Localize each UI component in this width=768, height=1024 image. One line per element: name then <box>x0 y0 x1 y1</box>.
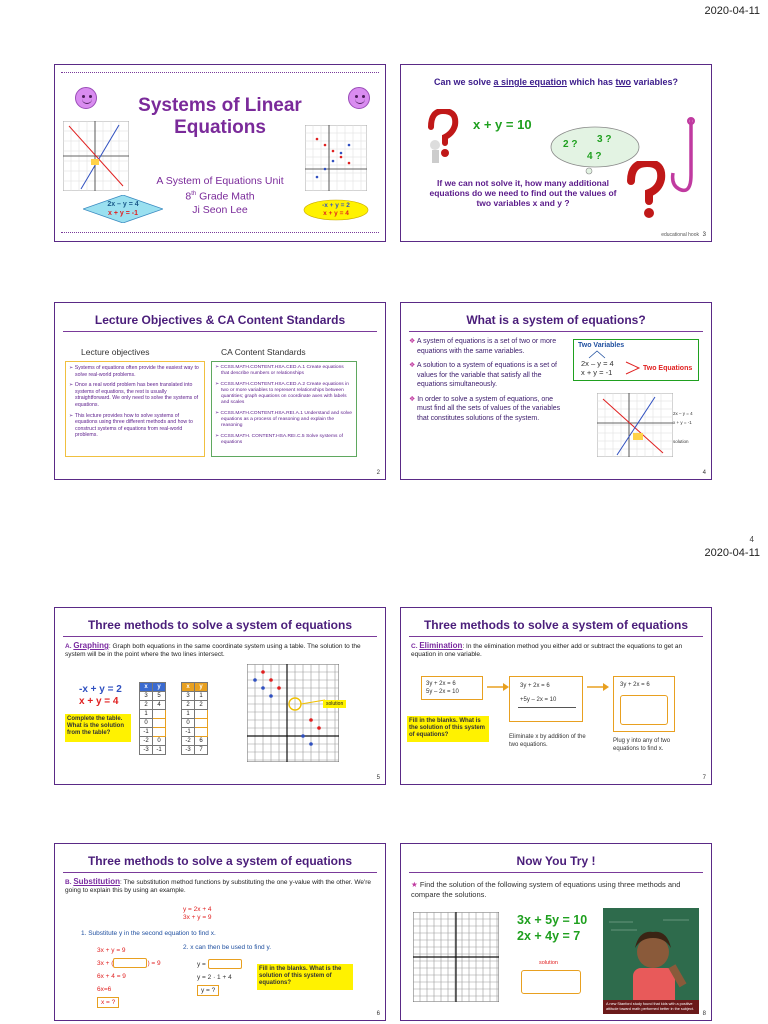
plotted-point <box>301 734 305 738</box>
title-rule <box>63 331 377 332</box>
slide-5-graphing <box>54 607 386 785</box>
solution-tag: solution <box>323 700 346 708</box>
graph-label-eq2: x + y = -1 <box>673 420 692 425</box>
plotted-point <box>277 686 281 690</box>
title-rule <box>409 331 703 332</box>
elim-box-2: 3y + 2x = 6 +5y – 2x = 10 <box>509 676 583 722</box>
table-cell: 1 <box>182 710 195 719</box>
objectives-heading: Lecture objectives <box>81 347 150 357</box>
table-cell: 0 <box>140 719 153 728</box>
practice-instruction: ★ Find the solution of the following system of equations using three methods and compare the solutions. <box>411 880 681 899</box>
method-description: C. Elimination: In the elimination method you either add or subtract the equations to get an equation in one variable. <box>411 641 683 658</box>
table-row <box>140 692 166 701</box>
table-row <box>182 728 208 737</box>
arrow-right-icon <box>587 682 609 692</box>
variables-bracket <box>587 349 617 359</box>
y-substitution-blank[interactable] <box>208 959 242 969</box>
table-cell: 3 <box>182 692 195 701</box>
plotted-point <box>309 718 313 722</box>
list-item: ➢ This lecture provides how to solve systems of equations using three different methods and how to construct systems of equations from real-world problems. <box>69 412 193 439</box>
table-header: y <box>195 683 208 692</box>
table-cell: 5 <box>153 692 166 701</box>
title-rule <box>409 872 703 873</box>
step-1-work: 3x + y = 9 3x + ( ) = 9 6x + 4 = 9 6x=6 x = ? <box>97 947 161 1006</box>
question-mark-icon <box>623 161 667 223</box>
plotted-point <box>261 686 265 690</box>
list-item: ➢ Systems of equations often provide the easiest way to solve real-world problems. <box>69 365 199 378</box>
table-header: y <box>153 683 166 692</box>
standards-heading: CA Content Standards <box>221 347 306 357</box>
x-answer-box[interactable]: x = ? <box>97 997 119 1008</box>
table-eq2 <box>181 682 208 755</box>
slide-3-hook <box>400 64 712 242</box>
plotted-point <box>317 726 321 730</box>
graphing-system: -x + y = 2 x + y = 4 <box>79 684 122 707</box>
table-cell: 3 <box>140 692 153 701</box>
cloud-guess-2: 3 ? <box>597 134 612 145</box>
slide-2-objectives <box>54 302 386 480</box>
table-row <box>182 701 208 710</box>
slide-title: Lecture Objectives & CA Content Standards <box>94 313 346 327</box>
slide-7-elimination <box>400 607 712 785</box>
fill-blanks-note: Fill in the blanks. What is the solution of this system of equations? <box>257 964 353 990</box>
table-cell: 4 <box>153 701 166 710</box>
table-blank-cell[interactable] <box>195 719 208 728</box>
table-cell: -1 <box>182 728 195 737</box>
table-cell: 6 <box>195 737 208 746</box>
left-eq-system: 2x – y = 4 x + y = -1 <box>107 201 139 217</box>
substitution-blank[interactable] <box>113 958 147 968</box>
table-cell: 2 <box>140 701 153 710</box>
table-blank-cell[interactable] <box>153 728 166 737</box>
table-cell: -2 <box>182 737 195 746</box>
table-row <box>140 701 166 710</box>
slide-6-substitution <box>54 843 386 1021</box>
table-row <box>140 728 166 737</box>
table-cell: 1 <box>195 692 208 701</box>
table-cell: -1 <box>140 728 153 737</box>
two-equations-label: Two Equations <box>643 365 693 372</box>
slide-4-definition <box>400 302 712 480</box>
title-graph-right <box>305 125 367 191</box>
unit-line: A System of Equations Unit <box>156 175 284 187</box>
definition-bullets <box>409 337 567 428</box>
table-cell: 0 <box>182 719 195 728</box>
elim-caption-right: Plug y into any of two equations to find x. <box>613 738 671 752</box>
objectives-box <box>65 361 205 457</box>
plotted-point <box>269 678 273 682</box>
table-blank-cell[interactable] <box>153 710 166 719</box>
slide-number: 5 <box>376 775 380 781</box>
list-item: ➢ Once a real world problem has been translated into systems of equations, the rest is usually straightforward. We only need to solve the systems of equations. <box>69 382 199 408</box>
table-instruction-note: Complete the table. What is the solution from the table? <box>65 714 131 742</box>
slide-title: Three methods to solve a system of equations <box>87 618 353 632</box>
table-row <box>182 719 208 728</box>
standards-box <box>211 361 357 457</box>
step-2-label: 2. x can then be used to find y. <box>183 944 272 951</box>
slide-number: 6 <box>376 1011 380 1017</box>
table-row <box>182 710 208 719</box>
step-2-work: y = y = 2 · 1 + 4 y = ? <box>197 958 242 997</box>
table-cell: -1 <box>153 746 166 755</box>
table-cell: 1 <box>140 710 153 719</box>
title-rule <box>63 636 377 637</box>
table-blank-cell[interactable] <box>195 710 208 719</box>
stitch-top <box>61 72 379 73</box>
title-rule <box>409 636 703 637</box>
cloud-guess-3: 4 ? <box>587 151 602 162</box>
solution-label: solution <box>539 960 558 966</box>
elim-box-3: 3y + 2x = 6 <box>613 676 675 732</box>
practice-solution-box[interactable] <box>521 970 581 994</box>
table-row <box>140 737 166 746</box>
plotted-point <box>269 694 273 698</box>
title-graph-left <box>63 121 129 191</box>
table-cell: 7 <box>195 746 208 755</box>
elim-box-1: 3y + 2x = 6 5y – 2x = 10 <box>421 676 483 700</box>
method-description: B. Substitution: The substitution method functions by substituting the one y-value with the other. We're going to explain this by using an example. <box>65 877 372 894</box>
equations-arrow <box>625 359 641 377</box>
graph-solution-label: solution <box>673 439 689 444</box>
table-blank-cell[interactable] <box>195 728 208 737</box>
print-date: 2020-04-11 <box>704 5 760 17</box>
practice-system: 3x + 5y = 10 2x + 4y = 7 <box>517 913 588 943</box>
fish-hook-icon <box>669 115 703 201</box>
title-line-2: Equations <box>174 117 266 138</box>
method-description: A. Graphing: Graph both equations in the same coordinate system using a table. The solution to the system will be in the point where the two lines intersect. <box>65 641 361 658</box>
hook-footer: educational hook <box>661 232 699 238</box>
definition-bullet: ❖ In order to solve a system of equations, one must find all the sets of values of the variables that constitutes solutions of the system. <box>409 395 561 422</box>
table-row <box>182 746 208 755</box>
table-eq1 <box>139 682 166 755</box>
table-cell: 2 <box>182 701 195 710</box>
table-row <box>140 719 166 728</box>
slide-title: What is a system of equations? <box>466 313 646 327</box>
definition-graph <box>597 393 673 457</box>
slide-number: 7 <box>702 775 706 781</box>
table-cell: 2 <box>195 701 208 710</box>
student-photo <box>603 908 699 1014</box>
substitution-system: y = 2x + 4 3x + y = 9 <box>183 906 212 921</box>
author-name: Ji Seon Lee <box>192 203 248 216</box>
slide-title: Three methods to solve a system of equations <box>423 618 689 632</box>
table-blank-cell[interactable] <box>153 719 166 728</box>
table-cell: -3 <box>182 746 195 755</box>
practice-grid <box>413 912 499 1002</box>
two-variables-label: Two Variables <box>578 342 625 349</box>
table-row <box>182 737 208 746</box>
definition-bullet: ❖ A solution to a system of equations is a set of values for the variable that satisfy all the equations simultaneously. <box>409 362 557 388</box>
slide-number: 4 <box>702 470 706 476</box>
title-rule <box>63 872 377 873</box>
plotted-point <box>261 670 265 674</box>
slide-title: Now You Try ! <box>516 854 596 868</box>
cloud-guess-1: 2 ? <box>563 139 578 150</box>
slide-number: 3 <box>702 232 706 238</box>
elim-caption-mid: Eliminate x by addition of the two equations. <box>509 734 586 748</box>
table-header: x <box>140 683 153 692</box>
slide-title: Three methods to solve a system of equations <box>87 854 353 868</box>
single-equation: x + y = 10 <box>473 117 532 132</box>
question-person-icon <box>423 109 463 165</box>
step-1-label: 1. Substitute y in the second equation to find x. <box>81 930 216 937</box>
slide-number: 2 <box>376 470 380 476</box>
print-date: 2020-04-11 <box>704 547 760 559</box>
plotted-point <box>253 678 257 682</box>
table-cell: -3 <box>140 746 153 755</box>
fill-blanks-note: Fill in the blanks. What is the solution of this system of equations? <box>407 716 489 742</box>
hook-body: If we can not solve it, how many additional equations do we need to find out the values of two variables x and y ? <box>429 178 617 208</box>
slide-1-title <box>54 64 386 242</box>
y-answer-box[interactable]: y = ? <box>197 985 219 996</box>
table-row <box>182 692 208 701</box>
plotted-point <box>309 742 313 746</box>
graphing-grid <box>247 664 339 762</box>
slide-number: 8 <box>702 1011 706 1017</box>
table-row <box>140 710 166 719</box>
definition-bullet: ❖ A system of equations is a set of two or more equations with the same variables. <box>409 338 557 355</box>
star-bullet-icon: ★ <box>411 880 418 889</box>
arrow-right-icon <box>487 682 509 692</box>
list-item: ➢ CCSS.MATH.CONTENT.HSA.CED.A.2 Create equations in two or more variables to represent relationships between quantities; graph equations on coordinate axes with labels and scales <box>215 381 349 406</box>
table-header: x <box>182 683 195 692</box>
slide-8-practice <box>400 843 712 1021</box>
grade-line: 8th Grade Math <box>185 190 255 203</box>
hook-question: Can we solve a single equation which has two variables? <box>433 77 679 87</box>
elim-answer-blank[interactable] <box>620 695 668 725</box>
table-cell: -2 <box>140 737 153 746</box>
right-eq-system: -x + y = 2 x + y = 4 <box>322 202 350 217</box>
list-item: ➢ CCSS.MATH.CONTENT.HSA.CED.A.1 Create equations that describe numbers or relationships <box>215 365 344 377</box>
title-line-1: Systems of Linear <box>138 95 302 116</box>
definition-system: 2x – y = 4 x + y = -1 <box>581 359 614 377</box>
stitch-bottom <box>61 232 379 233</box>
table-cell: 0 <box>153 737 166 746</box>
page-mark: 4 <box>749 535 754 544</box>
list-item: ➢ CCSS.MATH.CONTENT.HSA.REI.A.1 Understand and solve equations as a process of reasoning and explain the reasoning <box>215 410 352 429</box>
table-row <box>140 746 166 755</box>
sum-rule <box>518 707 576 708</box>
photo-caption: A new Stanford study found that kids with a positive attitude toward math performed better in the subject. <box>603 1000 699 1014</box>
list-item: ➢ CCSS.MATH. CONTENT.HSA.REI.C.5 Solve systems of equations <box>215 433 343 445</box>
graph-label-eq1: 2x – y = 4 <box>673 411 693 416</box>
